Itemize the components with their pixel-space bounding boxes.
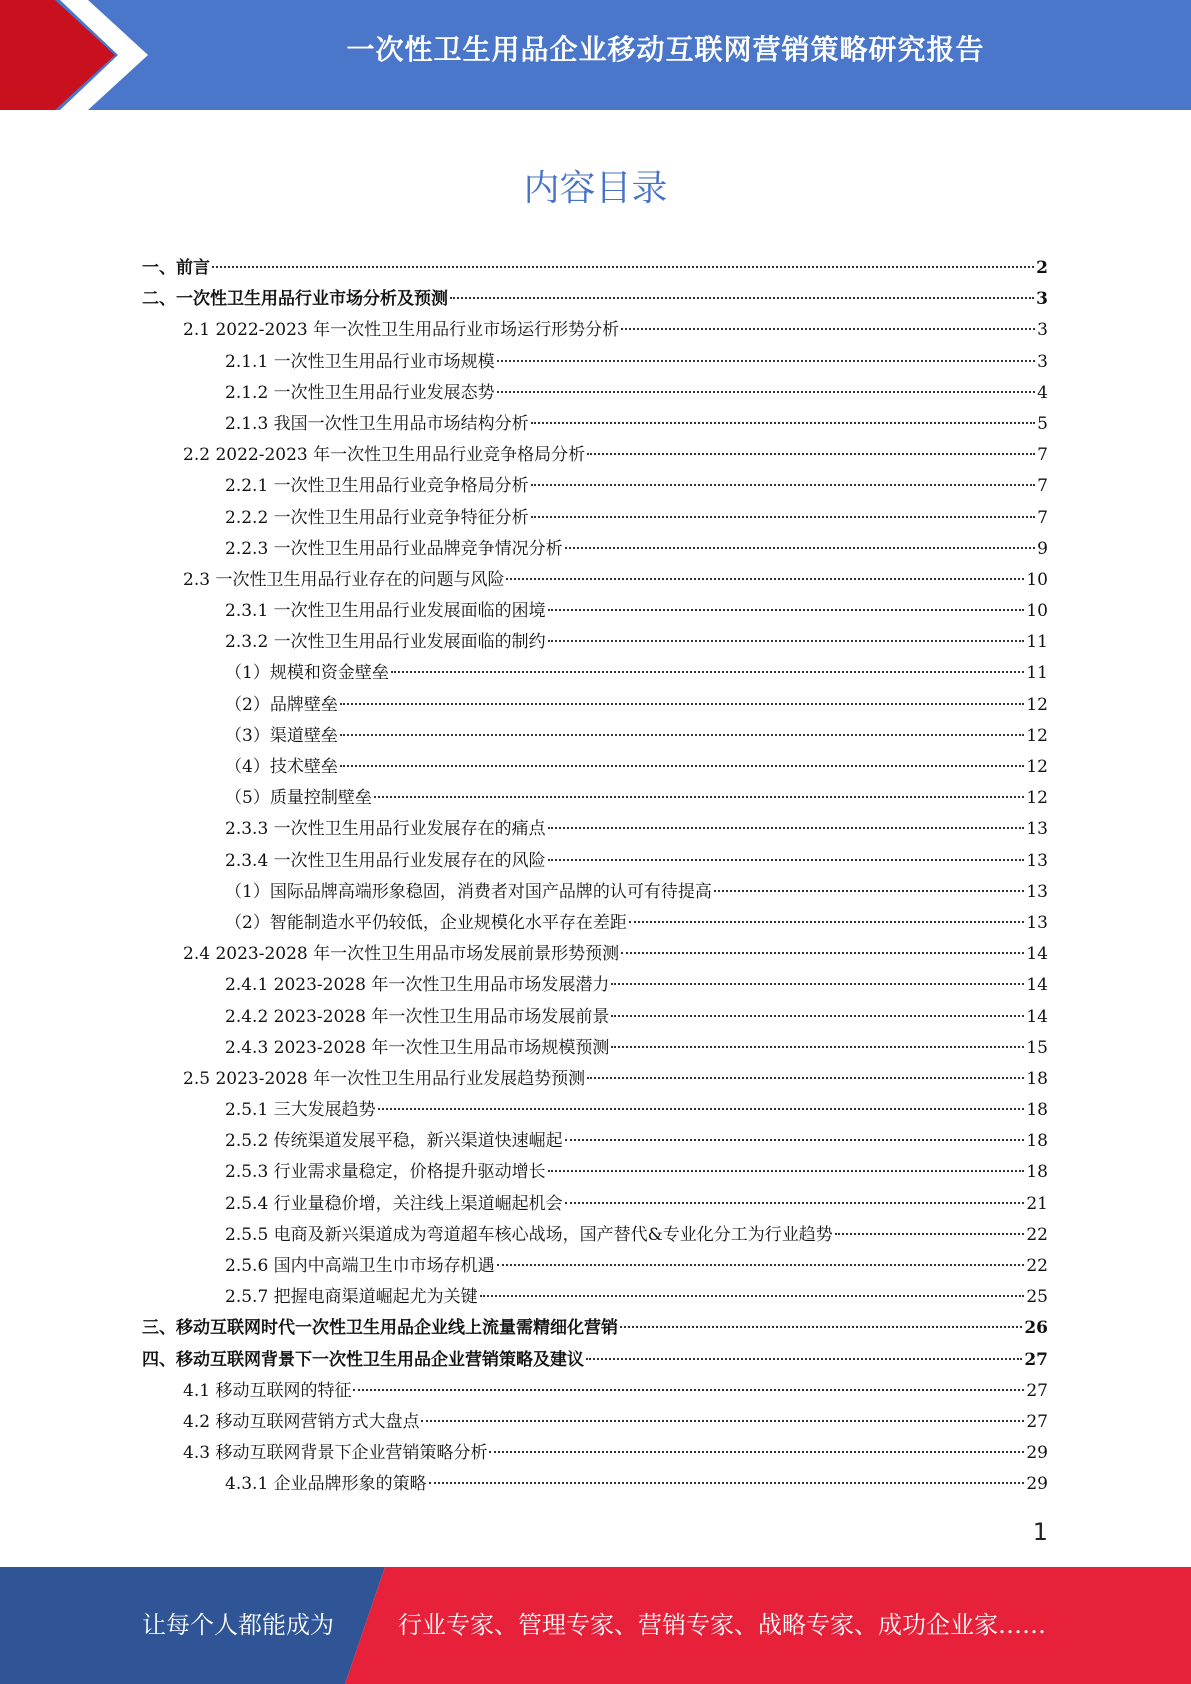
toc-entry-label: （1）规模和资金壁垒 [225, 663, 389, 684]
toc-entry-page: 12 [1026, 757, 1048, 777]
toc-entry-page: 11 [1026, 632, 1048, 653]
toc-entry-label: （1）国际品牌高端形象稳固，消费者对国产品牌的认可有待提高 [225, 881, 712, 902]
toc-entry-page: 11 [1026, 663, 1048, 684]
toc-entry[interactable] [142, 565, 1048, 596]
toc-entry-label: 一、前言 [142, 258, 210, 278]
toc-entry-label: 2.5.7 把握电商渠道崛起尤为关键 [225, 1287, 478, 1308]
toc-entry-page: 4 [1037, 382, 1048, 403]
toc-entry[interactable] [142, 378, 1048, 409]
toc-entry-page: 25 [1026, 1287, 1048, 1308]
toc-dot-leader [531, 484, 1036, 486]
toc-dot-leader [548, 827, 1025, 829]
toc-entry[interactable] [142, 1220, 1048, 1251]
toc-entry[interactable] [142, 1095, 1048, 1126]
toc-entry-page: 13 [1026, 850, 1048, 871]
toc-entry-label: 2.5.2 传统渠道发展平稳，新兴渠道快速崛起 [225, 1131, 563, 1152]
toc-entry-label: 2.4.2 2023-2028 年一次性卫生用品市场发展前景 [225, 1006, 610, 1027]
toc-entry-label: 2.5 2023-2028 年一次性卫生用品行业发展趋势预测 [183, 1068, 586, 1089]
toc-entry-label: 2.4.3 2023-2028 年一次性卫生用品市场规模预测 [225, 1037, 610, 1058]
toc-entry-page: 29 [1026, 1474, 1048, 1495]
toc-dot-leader [714, 890, 1025, 892]
toc-dot-leader [340, 703, 1025, 705]
report-title: 一次性卫生用品企业移动互联网营销策略研究报告 [346, 33, 985, 66]
toc-entry[interactable] [142, 1157, 1048, 1188]
toc-entry[interactable] [142, 1064, 1048, 1095]
toc-entry-label: （2）品牌壁垒 [225, 694, 338, 715]
toc-dot-leader [421, 1420, 1024, 1422]
toc-dot-leader [489, 1451, 1024, 1453]
toc-dot-leader [353, 1389, 1024, 1391]
toc-dot-leader [586, 1358, 1022, 1360]
toc-dot-leader [587, 453, 1035, 455]
toc-entry[interactable] [142, 1469, 1048, 1500]
page-header [0, 0, 1191, 110]
toc-entry-page: 27 [1026, 1380, 1048, 1401]
toc-entry-page: 14 [1026, 975, 1048, 996]
toc-entry-page: 13 [1026, 881, 1048, 902]
toc-entry[interactable] [142, 1438, 1048, 1469]
toc-dot-leader [480, 1295, 1025, 1297]
toc-entry[interactable] [142, 315, 1048, 346]
toc-dot-leader [548, 1170, 1025, 1172]
toc-entry[interactable] [142, 970, 1048, 1001]
toc-entry-page: 29 [1026, 1443, 1048, 1464]
toc-dot-leader [340, 734, 1025, 736]
toc-dot-leader [611, 1046, 1024, 1048]
toc-entry-page: 18 [1026, 1100, 1048, 1121]
toc-entry-label: 2.1.2 一次性卫生用品行业发展态势 [225, 382, 495, 403]
toc-entry-label: 2.2.1 一次性卫生用品行业竞争格局分析 [225, 476, 529, 497]
toc-entry[interactable] [142, 1126, 1048, 1157]
toc-entry-label: 2.2 2022-2023 年一次性卫生用品行业竞争格局分析 [183, 445, 586, 466]
toc-entry[interactable] [142, 877, 1048, 908]
toc-entry-page: 12 [1026, 725, 1048, 746]
toc-entry[interactable] [142, 440, 1048, 471]
toc-entry-page: 13 [1026, 912, 1048, 933]
toc-entry-page: 18 [1026, 1068, 1048, 1089]
toc-dot-leader [548, 640, 1025, 642]
toc-dot-leader [378, 1108, 1025, 1110]
toc-entry-label: 2.5.1 三大发展趋势 [225, 1100, 376, 1121]
toc-entry-page: 21 [1026, 1193, 1048, 1214]
toc-entry[interactable] [142, 1282, 1048, 1313]
toc-entry[interactable] [142, 534, 1048, 565]
toc-entry-page: 14 [1026, 944, 1048, 965]
toc-entry-label: 2.2.3 一次性卫生用品行业品牌竞争情况分析 [225, 538, 563, 559]
toc-heading: 内容目录 [523, 168, 668, 209]
toc-entry-label: 三、移动互联网时代一次性卫生用品企业线上流量需精细化营销 [142, 1318, 618, 1339]
page-number: 1 [1032, 1518, 1048, 1546]
toc-entry-label: 2.3.1 一次性卫生用品行业发展面临的困境 [225, 601, 546, 622]
toc-entry-page: 7 [1037, 476, 1048, 497]
toc-entry[interactable] [142, 814, 1048, 845]
toc-entry-page: 22 [1026, 1256, 1048, 1276]
toc-dot-leader [212, 266, 1034, 268]
toc-dot-leader [548, 859, 1025, 861]
toc-dot-leader [565, 1202, 1025, 1204]
toc-entry-label: 2.3.3 一次性卫生用品行业发展存在的痛点 [225, 819, 546, 840]
toc-entry-page: 15 [1026, 1037, 1048, 1058]
toc-entry-label: （3）渠道壁垒 [225, 725, 338, 746]
toc-entry-label: 2.3.4 一次性卫生用品行业发展存在的风险 [225, 850, 546, 871]
toc-entry-page: 12 [1026, 694, 1048, 715]
toc-dot-leader [611, 1015, 1024, 1017]
toc-dot-leader [497, 391, 1036, 393]
toc-entry-page: 18 [1026, 1131, 1048, 1152]
toc-entry[interactable] [142, 1002, 1048, 1033]
toc-entry[interactable] [142, 503, 1048, 534]
toc-entry-page: 22 [1026, 1224, 1048, 1245]
toc-entry-label: 四、移动互联网背景下一次性卫生用品企业营销策略及建议 [142, 1349, 584, 1370]
toc-entry[interactable] [142, 690, 1048, 721]
table-of-contents [142, 253, 1048, 1501]
toc-entry-page: 13 [1026, 819, 1048, 840]
toc-dot-leader [565, 1139, 1025, 1141]
toc-entry-label: 2.3 一次性卫生用品行业存在的问题与风险 [183, 569, 505, 590]
toc-entry-page: 27 [1024, 1349, 1048, 1370]
toc-entry[interactable] [142, 658, 1048, 689]
toc-entry-label: （5）质量控制壁垒 [225, 788, 372, 809]
toc-entry-label: 2.4 2023-2028 年一次性卫生用品市场发展前景形势预测 [183, 944, 620, 965]
toc-dot-leader [497, 360, 1036, 362]
toc-entry[interactable] [142, 253, 1048, 284]
toc-entry-label: 2.1.3 我国一次性卫生用品市场结构分析 [225, 413, 529, 434]
toc-dot-leader [531, 516, 1036, 518]
toc-dot-leader [497, 1264, 1025, 1266]
toc-entry-label: 2.2.2 一次性卫生用品行业竞争特征分析 [225, 507, 529, 528]
toc-dot-leader [611, 983, 1024, 985]
toc-entry-page: 9 [1037, 538, 1048, 559]
toc-entry-page: 14 [1026, 1006, 1048, 1027]
toc-entry[interactable] [142, 1313, 1048, 1344]
toc-dot-leader [621, 328, 1035, 330]
toc-entry[interactable] [142, 752, 1048, 783]
toc-dot-leader [429, 1482, 1025, 1484]
toc-entry-label: 4.3.1 企业品牌形象的策略 [225, 1474, 427, 1495]
toc-entry-label: 2.5.3 行业需求量稳定，价格提升驱动增长 [225, 1162, 546, 1183]
toc-entry-page: 27 [1026, 1411, 1048, 1432]
toc-entry-page: 10 [1026, 569, 1048, 590]
toc-entry-label: 2.4.1 2023-2028 年一次性卫生用品市场发展潜力 [225, 975, 610, 996]
toc-entry-label: 2.1.1 一次性卫生用品行业市场规模 [225, 351, 495, 372]
toc-dot-leader [531, 422, 1036, 424]
footer-slogan-right: 行业专家、管理专家、营销专家、战略专家、成功企业家…… [398, 1611, 1046, 1639]
toc-entry[interactable] [142, 627, 1048, 658]
footer-slogan-left: 让每个人都能成为 [142, 1611, 334, 1639]
toc-entry-page: 5 [1037, 413, 1048, 434]
toc-dot-leader [391, 671, 1025, 673]
toc-entry-label: 2.5.6 国内中高端卫生巾市场存机遇 [225, 1256, 495, 1276]
toc-dot-leader [621, 952, 1024, 954]
toc-dot-leader [506, 578, 1024, 580]
toc-entry[interactable] [142, 908, 1048, 939]
toc-entry[interactable] [142, 409, 1048, 440]
toc-entry-page: 3 [1036, 289, 1048, 310]
toc-dot-leader [340, 765, 1025, 767]
toc-entry-page: 10 [1026, 601, 1048, 622]
toc-entry[interactable] [142, 721, 1048, 752]
toc-entry-label: 2.1 2022-2023 年一次性卫生用品行业市场运行形势分析 [183, 320, 620, 341]
toc-entry[interactable] [142, 783, 1048, 814]
toc-dot-leader [587, 1077, 1024, 1079]
toc-entry-label: 2.5.4 行业量稳价增，关注线上渠道崛起机会 [225, 1193, 563, 1214]
toc-entry-page: 2 [1036, 258, 1048, 278]
toc-entry-page: 18 [1026, 1162, 1048, 1183]
toc-dot-leader [620, 1326, 1022, 1328]
toc-entry[interactable] [142, 596, 1048, 627]
toc-entry-page: 26 [1024, 1318, 1048, 1339]
toc-dot-leader [374, 796, 1025, 798]
toc-entry-label: 4.3 移动互联网背景下企业营销策略分析 [183, 1443, 488, 1464]
toc-entry-page: 7 [1037, 445, 1048, 466]
toc-entry[interactable] [142, 846, 1048, 877]
toc-entry[interactable] [142, 1345, 1048, 1376]
toc-entry[interactable] [142, 1251, 1048, 1282]
toc-entry-label: 2.5.5 电商及新兴渠道成为弯道超车核心战场，国产替代&专业化分工为行业趋势 [225, 1224, 833, 1245]
toc-entry-label: （4）技术壁垒 [225, 757, 338, 777]
page-footer [0, 1567, 1191, 1684]
toc-entry[interactable] [142, 1033, 1048, 1064]
header-chevron-decoration [0, 0, 160, 110]
toc-entry[interactable] [142, 347, 1048, 378]
toc-entry-label: 4.1 移动互联网的特征 [183, 1380, 352, 1401]
toc-entry-page: 3 [1037, 351, 1048, 372]
toc-entry[interactable] [142, 1189, 1048, 1220]
toc-entry[interactable] [142, 1407, 1048, 1438]
toc-entry[interactable] [142, 939, 1048, 970]
toc-entry[interactable] [142, 1376, 1048, 1407]
toc-dot-leader [629, 921, 1025, 923]
toc-dot-leader [835, 1233, 1025, 1235]
toc-entry-page: 3 [1037, 320, 1048, 341]
toc-entry[interactable] [142, 284, 1048, 315]
toc-entry-label: 4.2 移动互联网营销方式大盘点 [183, 1411, 420, 1432]
toc-entry-label: （2）智能制造水平仍较低，企业规模化水平存在差距 [225, 912, 627, 933]
toc-dot-leader [548, 609, 1025, 611]
toc-entry-page: 7 [1037, 507, 1048, 528]
toc-entry[interactable] [142, 471, 1048, 502]
toc-entry-label: 2.3.2 一次性卫生用品行业发展面临的制约 [225, 632, 546, 653]
toc-entry-page: 12 [1026, 788, 1048, 809]
toc-dot-leader [450, 297, 1034, 299]
toc-entry-label: 二、一次性卫生用品行业市场分析及预测 [142, 289, 448, 310]
toc-dot-leader [565, 547, 1036, 549]
